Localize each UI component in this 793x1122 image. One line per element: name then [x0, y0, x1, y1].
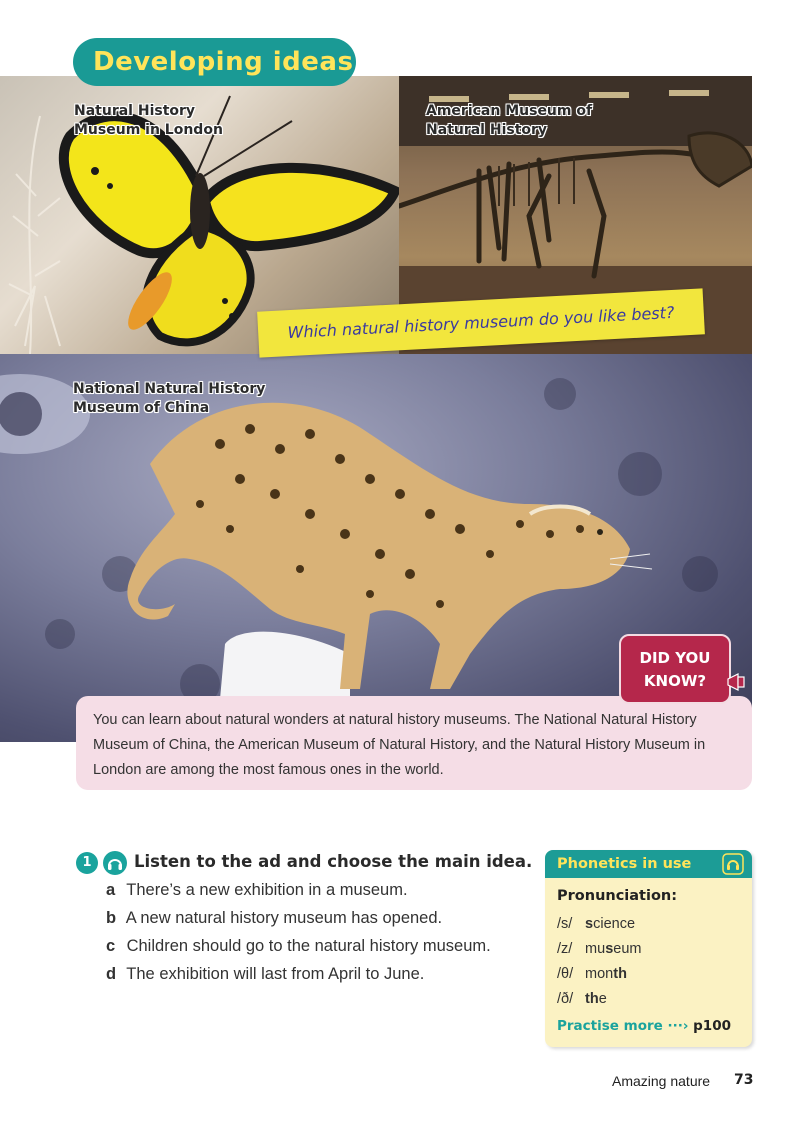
option-text: A new natural history museum has opened. — [125, 909, 443, 927]
london-museum-caption: Natural History Museum in London — [74, 103, 223, 138]
practise-more-page: p100 — [693, 1018, 731, 1034]
option-letter: c — [106, 937, 116, 955]
phonetics-panel — [545, 850, 752, 1047]
did-you-know-line2: KNOW? — [643, 672, 707, 690]
question-banner: Which natural history museum do you like best? — [257, 288, 705, 357]
phonetics-header — [545, 850, 752, 878]
megaphone-icon — [726, 671, 748, 693]
word-sound: th — [613, 966, 627, 982]
activity-number: 1 — [76, 852, 98, 874]
headphones-icon[interactable] — [103, 851, 127, 875]
word-part: cience — [593, 916, 636, 932]
option-a[interactable] — [106, 876, 536, 904]
option-text: The exhibition will last from April to June. — [126, 965, 425, 983]
phonetic-row — [557, 912, 641, 937]
answer-options — [106, 876, 536, 988]
phonetic-symbol: /s/ — [557, 916, 573, 932]
phonetic-row — [557, 962, 641, 987]
did-you-know-badge — [619, 634, 731, 704]
option-letter: d — [106, 965, 117, 983]
option-letter: a — [106, 881, 116, 899]
phonetics-subtitle: Pronunciation: — [557, 888, 678, 904]
unit-title: Amazing nature — [612, 1073, 711, 1089]
china-museum-caption: National Natural History Museum of China — [73, 381, 266, 416]
section-title: Developing ideas — [73, 38, 356, 86]
practise-more-label: Practise more ···› — [557, 1018, 694, 1034]
phonetics-list — [557, 912, 641, 1012]
option-text: There’s a new exhibition in a museum. — [126, 881, 408, 899]
phonetic-symbol: /z/ — [557, 941, 573, 957]
word-part: e — [598, 991, 607, 1007]
phonetics-title: Phonetics in use — [557, 856, 692, 872]
phonetic-symbol: /ð/ — [557, 991, 574, 1007]
activity-instruction: Listen to the ad and choose the main idea. — [134, 852, 533, 871]
word-sound: s — [605, 941, 614, 957]
american-museum-caption: American Museum of Natural History — [426, 103, 593, 138]
option-text: Children should go to the natural history museum. — [126, 937, 491, 955]
phonetic-row — [557, 987, 641, 1012]
phonetic-row — [557, 937, 641, 962]
phonetic-symbol: /θ/ — [557, 966, 574, 982]
word-part: eum — [613, 941, 642, 957]
option-b[interactable] — [106, 904, 536, 932]
option-c[interactable] — [106, 932, 536, 960]
page-number: 73 — [734, 1072, 754, 1088]
word-part: mu — [585, 941, 606, 957]
option-letter: b — [106, 909, 117, 927]
practise-more-link[interactable] — [557, 1018, 731, 1034]
word-sound: s — [585, 916, 594, 932]
word-sound: th — [585, 991, 599, 1007]
did-you-know-text: You can learn about natural wonders at natural history museums. The National Natural History Museum of China, the American Museum of Natural History, and the Natural History Museum in London are among the most famous ones in the world. — [76, 696, 752, 790]
headphones-icon[interactable] — [722, 853, 744, 875]
option-d[interactable] — [106, 960, 536, 988]
did-you-know-line1: DID YOU — [639, 649, 711, 667]
word-part: mon — [585, 966, 614, 982]
